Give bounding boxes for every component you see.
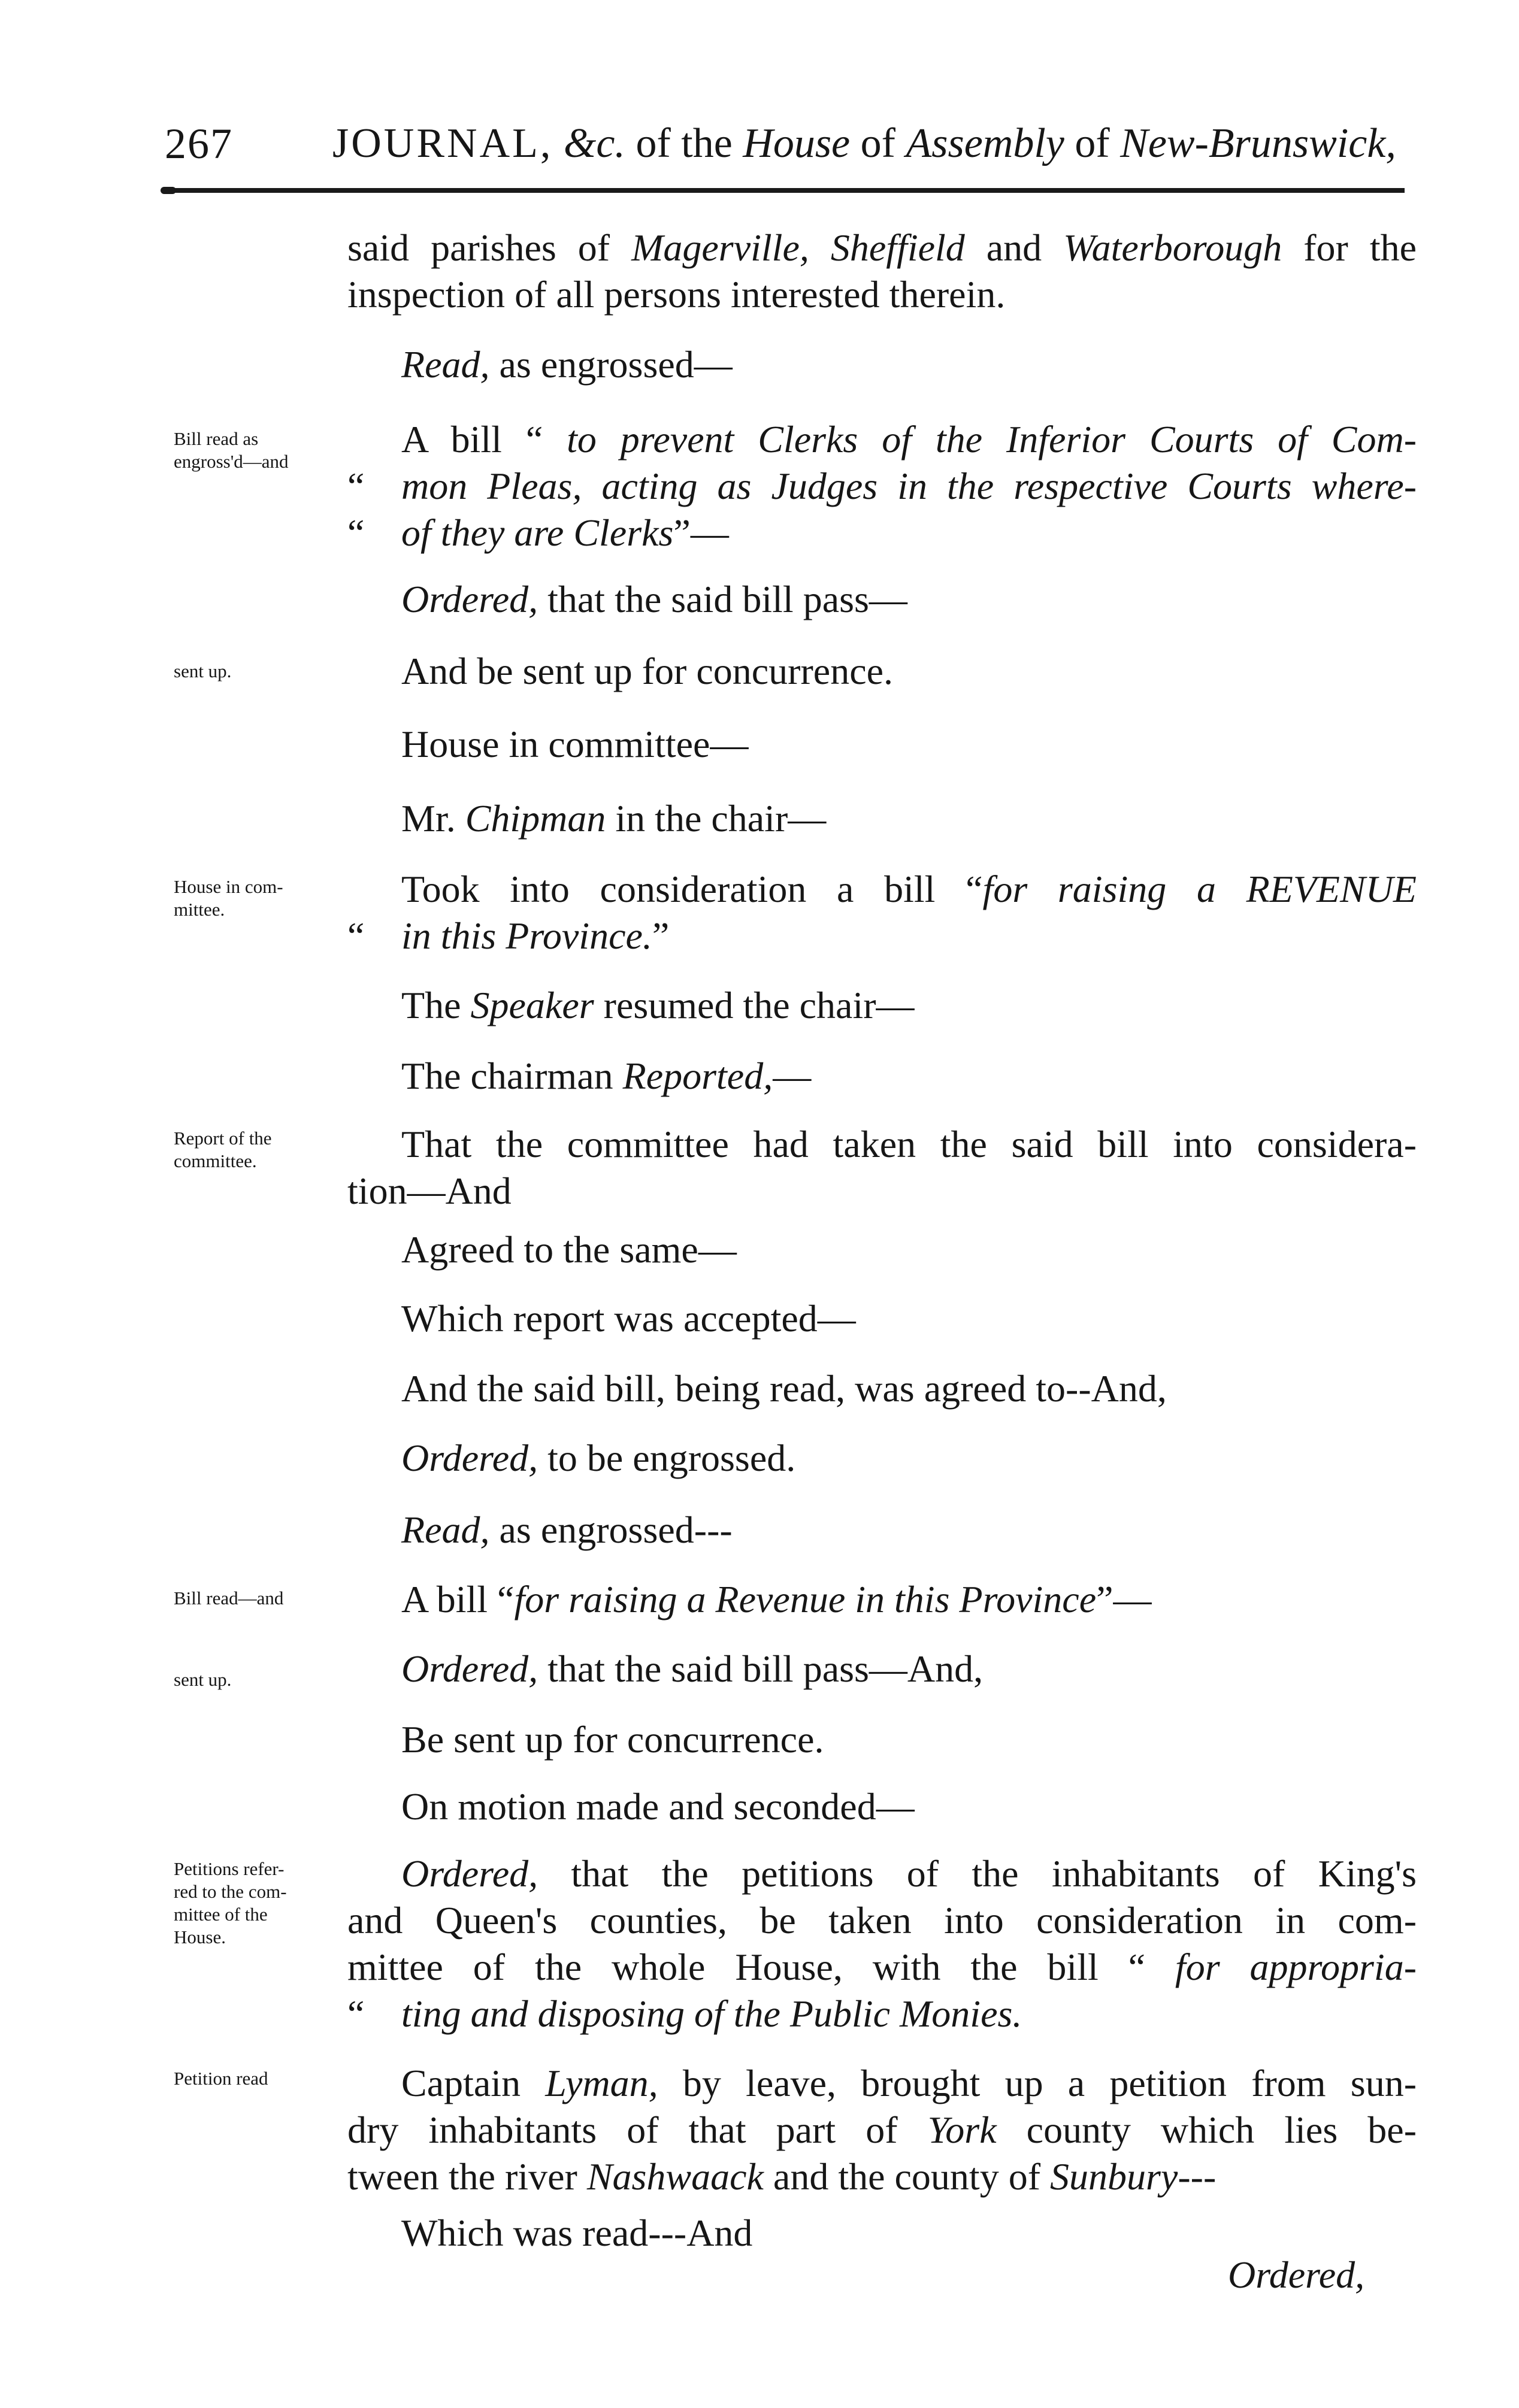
paragraph-23: Which was read---And	[401, 2212, 753, 2254]
paragraph-11: That the committee had taken the said bill into considera- tion—And	[347, 1123, 1417, 1212]
margin-note-report-of-committee: Report of the committee.	[174, 1128, 272, 1171]
paragraph-13: Which report was accepted—	[401, 1297, 856, 1340]
running-head: JOURNAL, &c. of the House of Assembly of New-Brunswick,	[332, 120, 1396, 166]
paragraph-6: House in committee—	[401, 723, 749, 765]
paragraph-2: Read, as engrossed—	[401, 343, 733, 386]
paragraph-1: said parishes of Magerville, Sheffield and Waterborough for the inspection of all persons interested therein.	[347, 226, 1417, 316]
margin-note-house-in-committee: House in com- mittee.	[174, 876, 283, 920]
paragraph-17: A bill “for raising a Revenue in this Province”—	[401, 1578, 1152, 1621]
page-header	[165, 108, 1417, 180]
paragraph-9: The Speaker resumed the chair—	[401, 984, 915, 1026]
paragraph-8: Took into consideration a bill “for raising a REVENUE “ in this Province.”	[347, 868, 1417, 957]
paragraph-14: And the said bill, being read, was agreed to--And,	[401, 1367, 1167, 1410]
margin-note-petition-read: Petition read	[174, 2068, 268, 2089]
paragraph-20: On motion made and seconded—	[401, 1785, 915, 1828]
paragraph-12: Agreed to the same—	[401, 1228, 737, 1271]
paragraph-16: Read, as engrossed---	[401, 1509, 733, 1551]
margin-note-bill-read: Bill read—and	[174, 1588, 284, 1609]
paragraph-4: Ordered, that the said bill pass—	[401, 578, 907, 620]
paragraph-7: Mr. Chipman in the chair—	[401, 797, 827, 840]
catchword: Ordered,	[1228, 2253, 1365, 2296]
paragraph-5: And be sent up for concurrence.	[401, 650, 893, 692]
paragraph-19: Be sent up for concurrence.	[401, 1718, 824, 1761]
paragraph-15: Ordered, to be engrossed.	[401, 1437, 796, 1479]
header-rule	[168, 188, 1405, 193]
page-number: 267	[165, 120, 233, 168]
paragraph-10: The chairman Reported,—	[401, 1055, 812, 1097]
paragraph-18: Ordered, that the said bill pass—And,	[401, 1647, 984, 1690]
margin-note-sent-up: sent up.	[174, 661, 232, 681]
paragraph-22: Captain Lyman, by leave, brought up a petition from sun- dry inhabitants of that part of York county which lies be- tween the river Nashwaack and the county of Sunbury---	[347, 2062, 1417, 2198]
margin-note-sent-up-2: sent up.	[174, 1669, 232, 1690]
margin-note-bill-engrossed: Bill read as engross'd—and	[174, 428, 289, 472]
margin-note-petitions-referred: Petitions refer- red to the com- mittee of the House.	[174, 1858, 287, 1947]
paragraph-3: A bill “ to prevent Clerks of the Inferior Courts of Com- “ mon Pleas, acting as Judges in the respective Courts where- “ of they are Clerks”—	[347, 418, 1417, 554]
paragraph-21: Ordered, that the petitions of the inhabitants of King's and Queen's counties, be taken into consideration in com- mittee of the whole House, with the bill “ for appropria- “ ting and disposing of the Public Monies.	[347, 1852, 1417, 2035]
